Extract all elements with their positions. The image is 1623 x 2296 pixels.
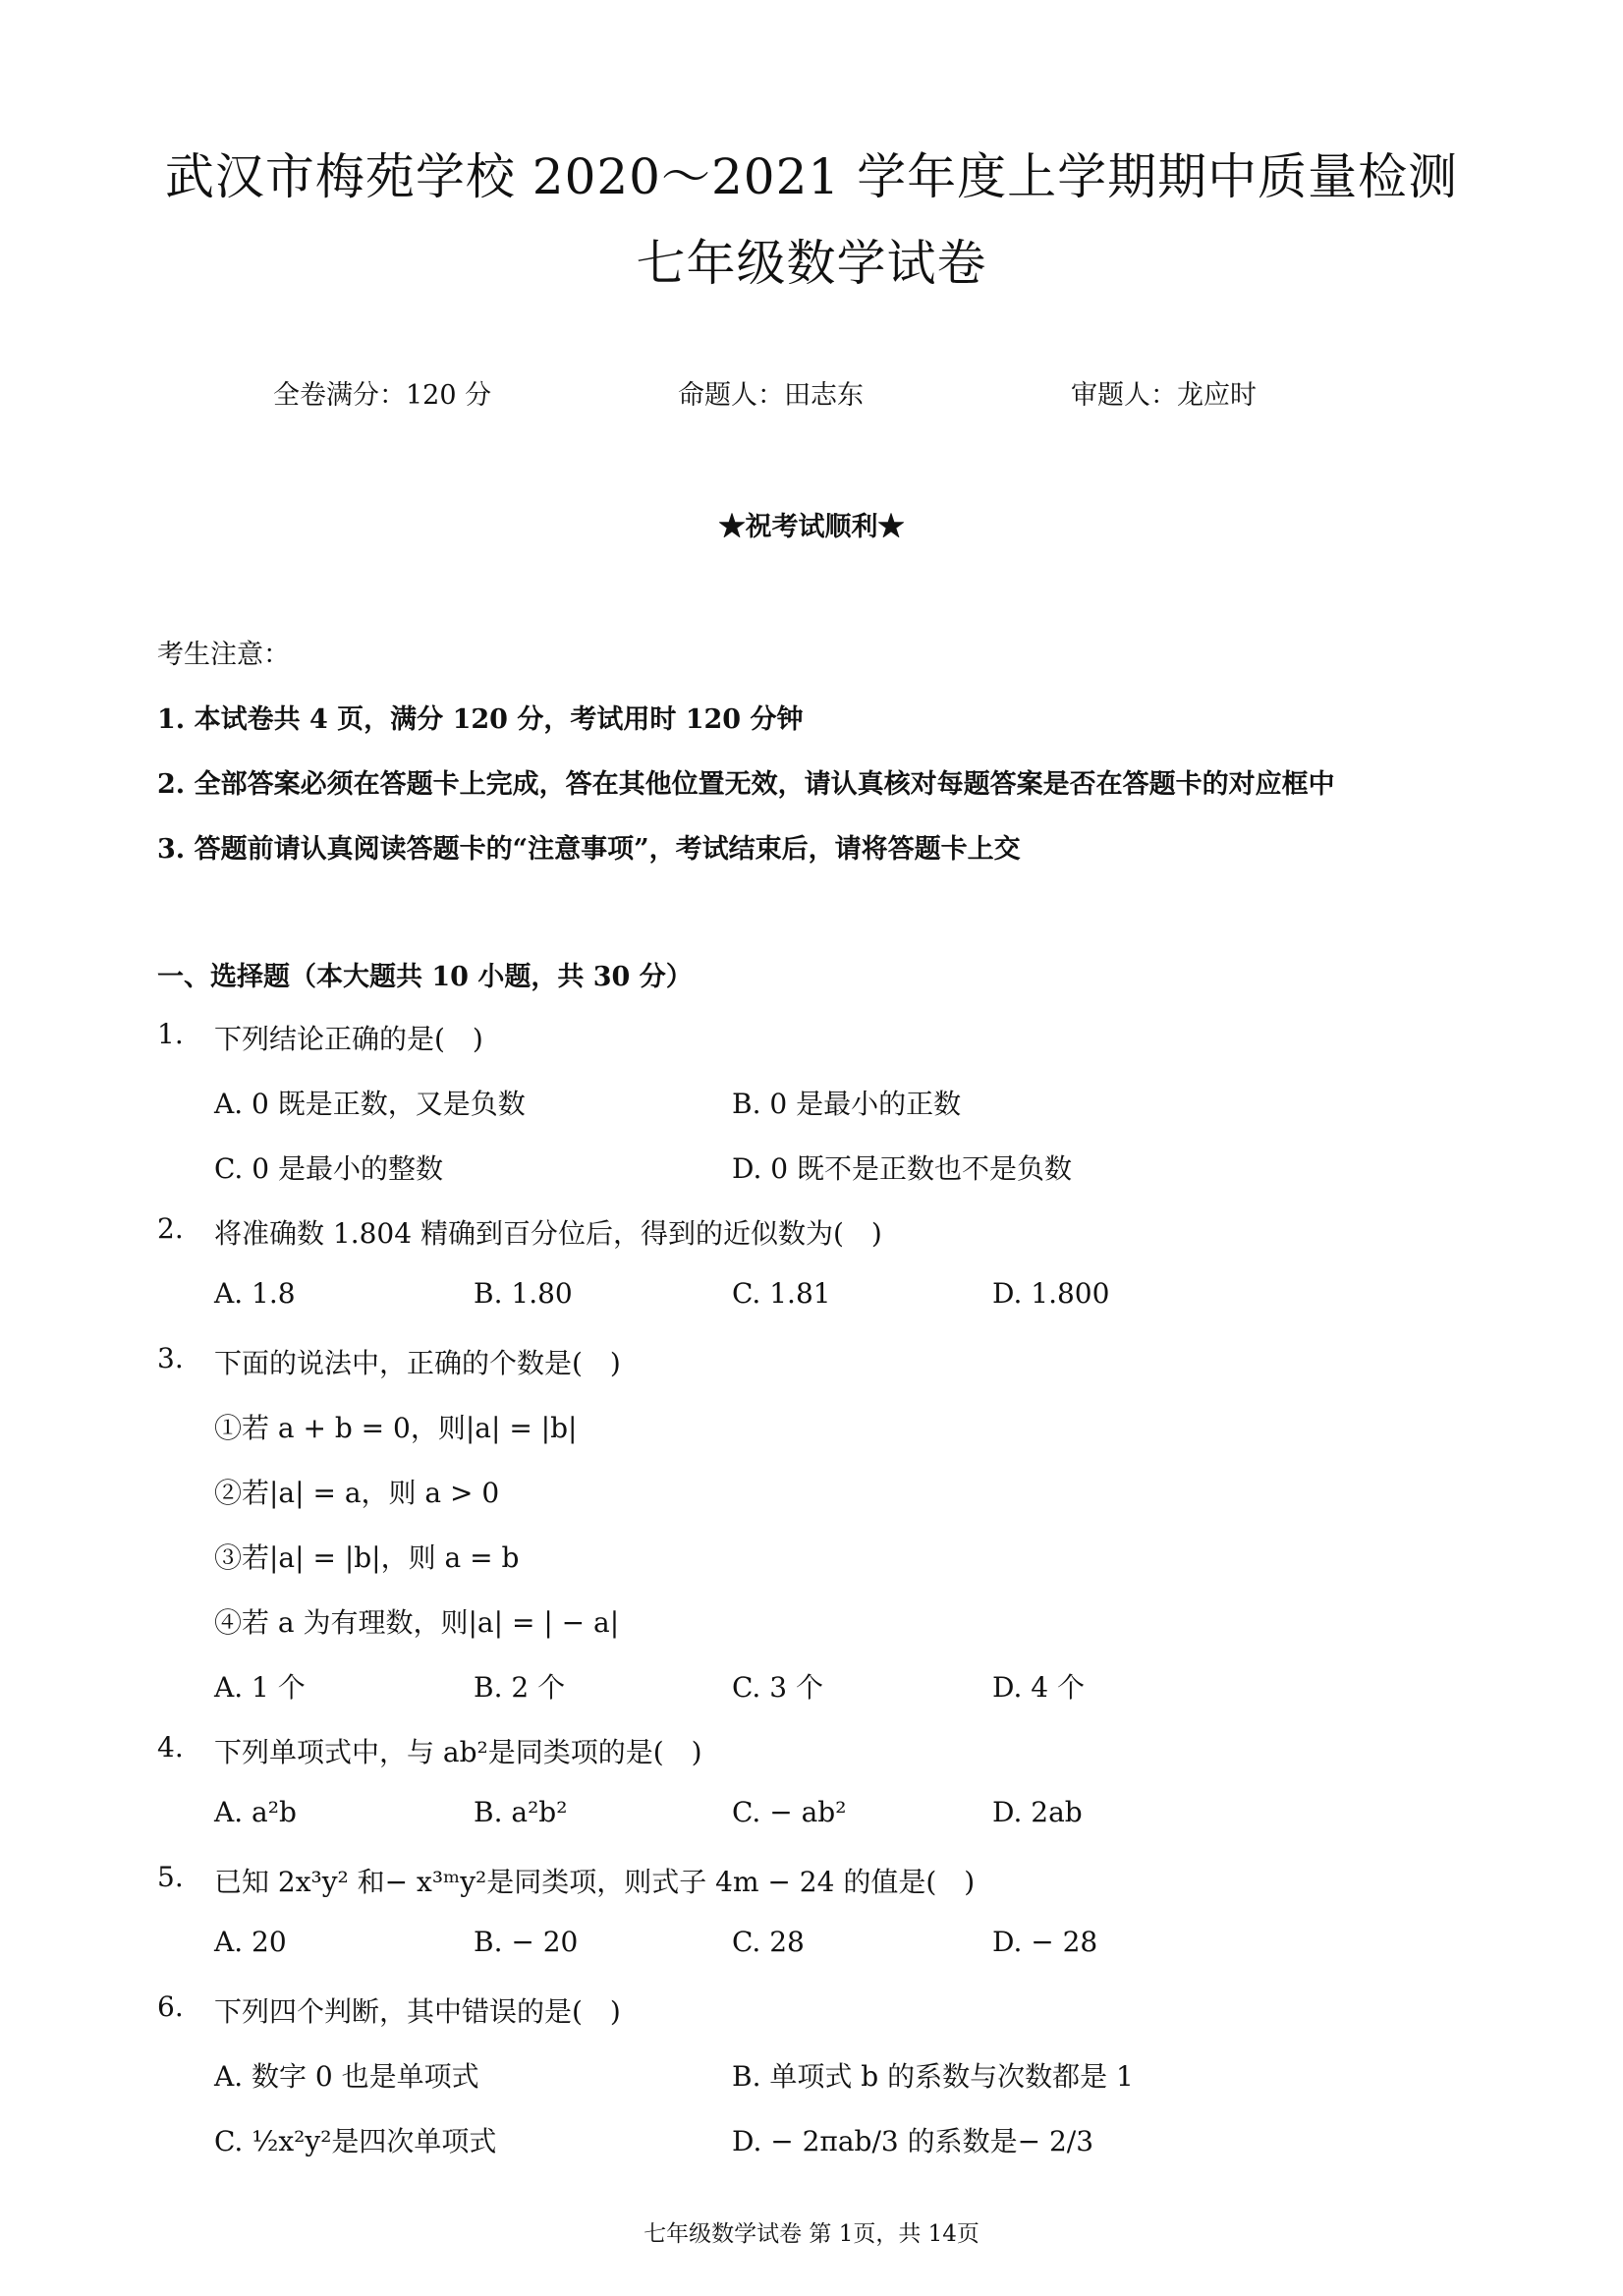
q3-option-b: B. 2 个 [474, 1671, 566, 1704]
q2-option-d: D. 1.800 [992, 1277, 1110, 1310]
notice-item-1: 1. 本试卷共 4 页，满分 120 分，考试用时 120 分钟 [157, 704, 804, 735]
q4-option-d: D. 2ab [992, 1796, 1083, 1828]
notice-heading: 考生注意： [157, 640, 290, 670]
full-score: 全卷满分：120 分 [273, 380, 492, 411]
exam-title: 武汉市梅苑学校 2020～2021 学年度上学期期中质量检测 [164, 148, 1459, 205]
q3-statement-1: ①若 a + b = 0，则|a| = |b| [214, 1412, 578, 1444]
q4-option-b: B. a²b² [474, 1796, 568, 1828]
question-number: 6. [157, 1990, 184, 2023]
question-number: 4. [157, 1731, 184, 1764]
q1-option-d: D. 0 既不是正数也不是负数 [732, 1152, 1072, 1185]
question-stem: 下列四个判断，其中错误的是( ) [214, 1995, 621, 2028]
question-number: 3. [157, 1342, 184, 1374]
section-heading-choice: 一、选择题（本大题共 10 小题，共 30 分） [157, 962, 693, 992]
notice-item-3: 3. 答题前请认真阅读答题卡的“注意事项”，考试结束后，请将答题卡上交 [157, 834, 1021, 865]
good-luck-banner: ★祝考试顺利★ [718, 512, 905, 542]
q1-option-c: C. 0 是最小的整数 [214, 1152, 443, 1185]
q2-option-a: A. 1.8 [214, 1277, 296, 1310]
question-number: 5. [157, 1861, 184, 1893]
q2-option-b: B. 1.80 [474, 1277, 573, 1310]
question-number: 1. [157, 1018, 184, 1050]
q4-option-c: C. − ab² [732, 1796, 847, 1828]
q3-statement-2: ②若|a| = a，则 a > 0 [214, 1477, 500, 1509]
q5-option-c: C. 28 [732, 1926, 805, 1958]
question-stem: 将准确数 1.804 精确到百分位后，得到的近似数为( ) [214, 1217, 882, 1250]
question-author: 命题人：田志东 [678, 380, 864, 411]
question-number: 2. [157, 1212, 184, 1245]
notice-item-2: 2. 全部答案必须在答题卡上完成，答在其他位置无效，请认真核对每题答案是否在答题卡的对应框中 [157, 769, 1335, 800]
q2-option-c: C. 1.81 [732, 1277, 831, 1310]
q6-option-c: C. ½x²y²是四次单项式 [214, 2125, 497, 2157]
question-stem: 下面的说法中，正确的个数是( ) [214, 1347, 621, 1379]
exam-subtitle: 七年级数学试卷 [636, 235, 987, 292]
q6-option-a: A. 数字 0 也是单项式 [214, 2060, 479, 2093]
q6-option-d: D. − 2πab/3 的系数是− 2/3 [732, 2125, 1094, 2157]
question-reviewer: 审题人：龙应时 [1071, 380, 1257, 411]
question-stem: 已知 2x³y² 和− x³ᵐy²是同类项，则式子 4m − 24 的值是( ) [214, 1866, 976, 1898]
q6-option-b: B. 单项式 b 的系数与次数都是 1 [732, 2060, 1134, 2093]
q5-option-d: D. − 28 [992, 1926, 1098, 1958]
question-stem: 下列结论正确的是( ) [214, 1023, 483, 1055]
q3-option-d: D. 4 个 [992, 1671, 1085, 1704]
q3-statement-3: ③若|a| = |b|，则 a = b [214, 1541, 520, 1574]
q3-statement-4: ④若 a 为有理数，则|a| = | − a| [214, 1606, 620, 1639]
q1-option-a: A. 0 既是正数，又是负数 [214, 1088, 526, 1120]
page-footer: 七年级数学试卷 第 1页，共 14页 [644, 2221, 979, 2247]
q1-option-b: B. 0 是最小的正数 [732, 1088, 962, 1120]
q5-option-a: A. 20 [214, 1926, 287, 1958]
q4-option-a: A. a²b [214, 1796, 297, 1828]
q5-option-b: B. − 20 [474, 1926, 579, 1958]
question-stem: 下列单项式中，与 ab²是同类项的是( ) [214, 1736, 702, 1768]
q3-option-a: A. 1 个 [214, 1671, 306, 1704]
q3-option-c: C. 3 个 [732, 1671, 823, 1704]
